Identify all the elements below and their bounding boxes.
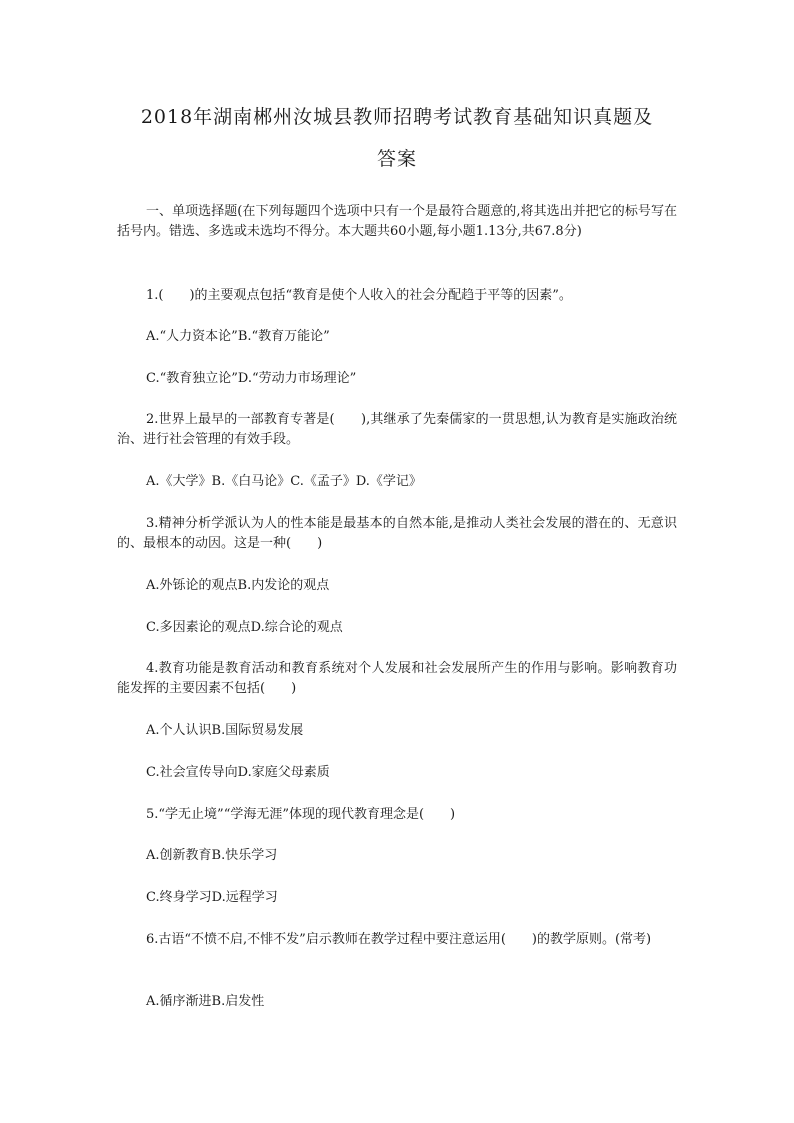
- question-6-option-line-1: A.循序渐进B.启发性: [146, 994, 265, 1009]
- question-6-stem: 6.古语“不愤不启,不悱不发”启示教师在教学过程中要注意运用( )的教学原则。(常考): [146, 932, 652, 947]
- question-2-option-line-1: A.《大学》B.《白马论》C.《孟子》D.《学记》: [146, 474, 422, 489]
- document-title-line2: 答案: [376, 148, 417, 170]
- question-5-option-line-1: A.创新教育B.快乐学习: [146, 848, 278, 863]
- question-4-option-line-1: A.个人认识B.国际贸易发展: [146, 723, 304, 738]
- document-title-line1: 2018年湖南郴州汝城县教师招聘考试教育基础知识真题及: [140, 106, 654, 128]
- question-4-option-line-2: C.社会宣传导向D.家庭父母素质: [146, 765, 330, 780]
- question-3-option-line-2: C.多因素论的观点D.综合论的观点: [146, 620, 343, 635]
- section-intro: 一、单项选择题(在下列每题四个选项中只有一个是最符合题意的,将其选出并把它的标号写在括号内。错选、多选或未选均不得分。本大题共60小题,每小题1.13分,共67.8分): [117, 204, 677, 239]
- question-1-option-line-2: C.“教育独立论”D.“劳动力市场理论”: [146, 371, 357, 386]
- question-4-stem: 4.教育功能是教育活动和教育系统对个人发展和社会发展所产生的作用与影响。影响教育功能发挥的主要因素不包括( ): [117, 661, 677, 696]
- question-5-stem: 5.“学无止境”“学海无涯”体现的现代教育理念是( ): [146, 807, 456, 822]
- question-2-stem: 2.世界上最早的一部教育专著是( ),其继承了先秦儒家的一贯思想,认为教育是实施政治统治、进行社会管理的有效手段。: [117, 412, 677, 447]
- question-3-stem: 3.精神分析学派认为人的性本能是最基本的自然本能,是推动人类社会发展的潜在的、无意识的、最根本的动因。这是一种( ): [117, 516, 677, 551]
- question-1-option-line-1: A.“人力资本论”B.“教育万能论”: [146, 329, 330, 344]
- question-1-stem: 1.( )的主要观点包括“教育是使个人收入的社会分配趋于平等的因素”。: [146, 288, 572, 303]
- question-5-option-line-2: C.终身学习D.远程学习: [146, 890, 278, 905]
- question-3-option-line-1: A.外铄论的观点B.内发论的观点: [146, 578, 330, 593]
